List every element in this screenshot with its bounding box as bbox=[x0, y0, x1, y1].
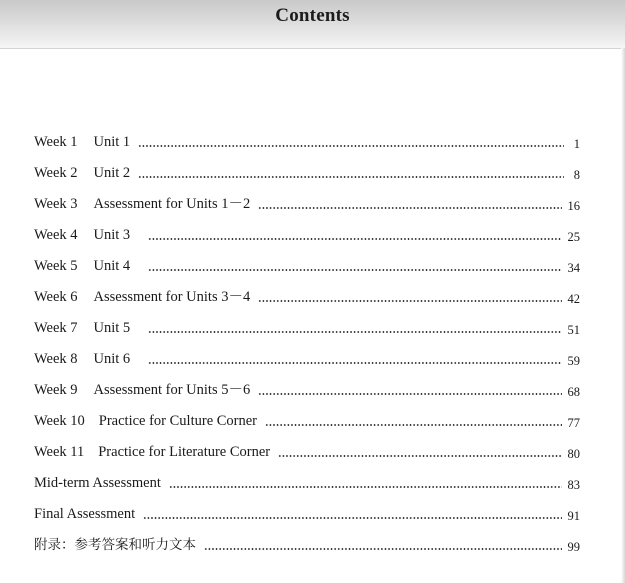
toc-entry[interactable] bbox=[34, 410, 580, 430]
toc-entry-title: Unit 5 bbox=[93, 320, 131, 336]
dot-leader bbox=[258, 207, 561, 209]
toc-entry[interactable] bbox=[34, 441, 580, 461]
toc-entry-title: Practice for Literature Corner bbox=[98, 444, 271, 460]
toc-entry-title: Unit 2 bbox=[93, 165, 131, 181]
toc-entry-title: Assessment for Units 5－6 bbox=[93, 382, 251, 398]
toc-page-number: 51 bbox=[567, 323, 580, 337]
toc-week-label: Week 8 bbox=[34, 351, 78, 367]
toc-entry[interactable] bbox=[34, 131, 580, 151]
toc-entry[interactable] bbox=[34, 379, 580, 399]
toc-entry-title: Assessment for Units 1－2 bbox=[93, 196, 251, 212]
toc-page-number: 25 bbox=[567, 230, 580, 244]
toc-page-number: 68 bbox=[567, 385, 580, 399]
toc-week-label: Week 5 bbox=[34, 258, 78, 274]
toc-page-number: 1 bbox=[573, 137, 580, 151]
dot-leader bbox=[258, 300, 561, 302]
toc-entry[interactable] bbox=[34, 534, 580, 554]
dot-leader bbox=[265, 424, 561, 426]
toc-entry[interactable] bbox=[34, 193, 580, 213]
toc-entry[interactable] bbox=[34, 317, 580, 337]
toc-entry-title: Unit 4 bbox=[93, 258, 131, 274]
toc-week-label: Week 2 bbox=[34, 165, 78, 181]
toc-entry[interactable] bbox=[34, 348, 580, 368]
toc-page-number: 80 bbox=[567, 447, 580, 461]
toc-page-number: 91 bbox=[567, 509, 580, 523]
toc-page-number: 77 bbox=[567, 416, 580, 430]
toc-entry-title: Mid-term Assessment bbox=[34, 475, 161, 491]
toc-entry-title: Unit 1 bbox=[93, 134, 131, 150]
toc-entry[interactable] bbox=[34, 503, 580, 523]
toc-page-number: 59 bbox=[567, 354, 580, 368]
toc-entry-title: Assessment for Units 3－4 bbox=[93, 289, 251, 305]
toc-week-label: Week 10 bbox=[34, 413, 85, 429]
dot-leader bbox=[258, 393, 561, 395]
toc-page-number: 42 bbox=[567, 292, 580, 306]
toc-entry[interactable] bbox=[34, 286, 580, 306]
toc-page-number: 99 bbox=[567, 540, 580, 554]
dot-leader bbox=[169, 486, 562, 488]
dot-leader bbox=[143, 517, 561, 519]
toc-entry[interactable] bbox=[34, 162, 580, 182]
toc-page-number: 83 bbox=[567, 478, 580, 492]
toc-week-label: Week 4 bbox=[34, 227, 78, 243]
toc-page-number: 16 bbox=[567, 199, 580, 213]
toc-entry-title: Unit 6 bbox=[93, 351, 131, 367]
dot-leader bbox=[278, 455, 561, 457]
toc-entry[interactable] bbox=[34, 472, 580, 492]
toc-week-label: Week 6 bbox=[34, 289, 78, 305]
dot-leader bbox=[148, 238, 561, 240]
toc-entry-title: Final Assessment bbox=[34, 506, 136, 522]
dot-leader bbox=[204, 548, 562, 550]
toc-week-label: Week 3 bbox=[34, 196, 78, 212]
toc-week-label: Week 7 bbox=[34, 320, 78, 336]
toc-entry-title: 附录：参考答案和听力文本 bbox=[34, 537, 196, 553]
toc-page-number: 8 bbox=[573, 168, 580, 182]
toc-week-label: Week 1 bbox=[34, 134, 78, 150]
toc-entry-title: Unit 3 bbox=[93, 227, 131, 243]
dot-leader bbox=[148, 269, 561, 271]
toc-week-label: Week 9 bbox=[34, 382, 78, 398]
toc-entry[interactable] bbox=[34, 255, 580, 275]
toc-week-label: Week 11 bbox=[34, 444, 85, 460]
dot-leader bbox=[138, 176, 564, 178]
toc-entry-title: Practice for Culture Corner bbox=[98, 413, 258, 429]
dot-leader bbox=[148, 331, 561, 333]
toc-entry[interactable] bbox=[34, 224, 580, 244]
dot-leader bbox=[148, 362, 561, 364]
toc-page-number: 34 bbox=[567, 261, 580, 275]
dot-leader bbox=[138, 145, 564, 147]
page-title: Contents bbox=[275, 5, 350, 26]
